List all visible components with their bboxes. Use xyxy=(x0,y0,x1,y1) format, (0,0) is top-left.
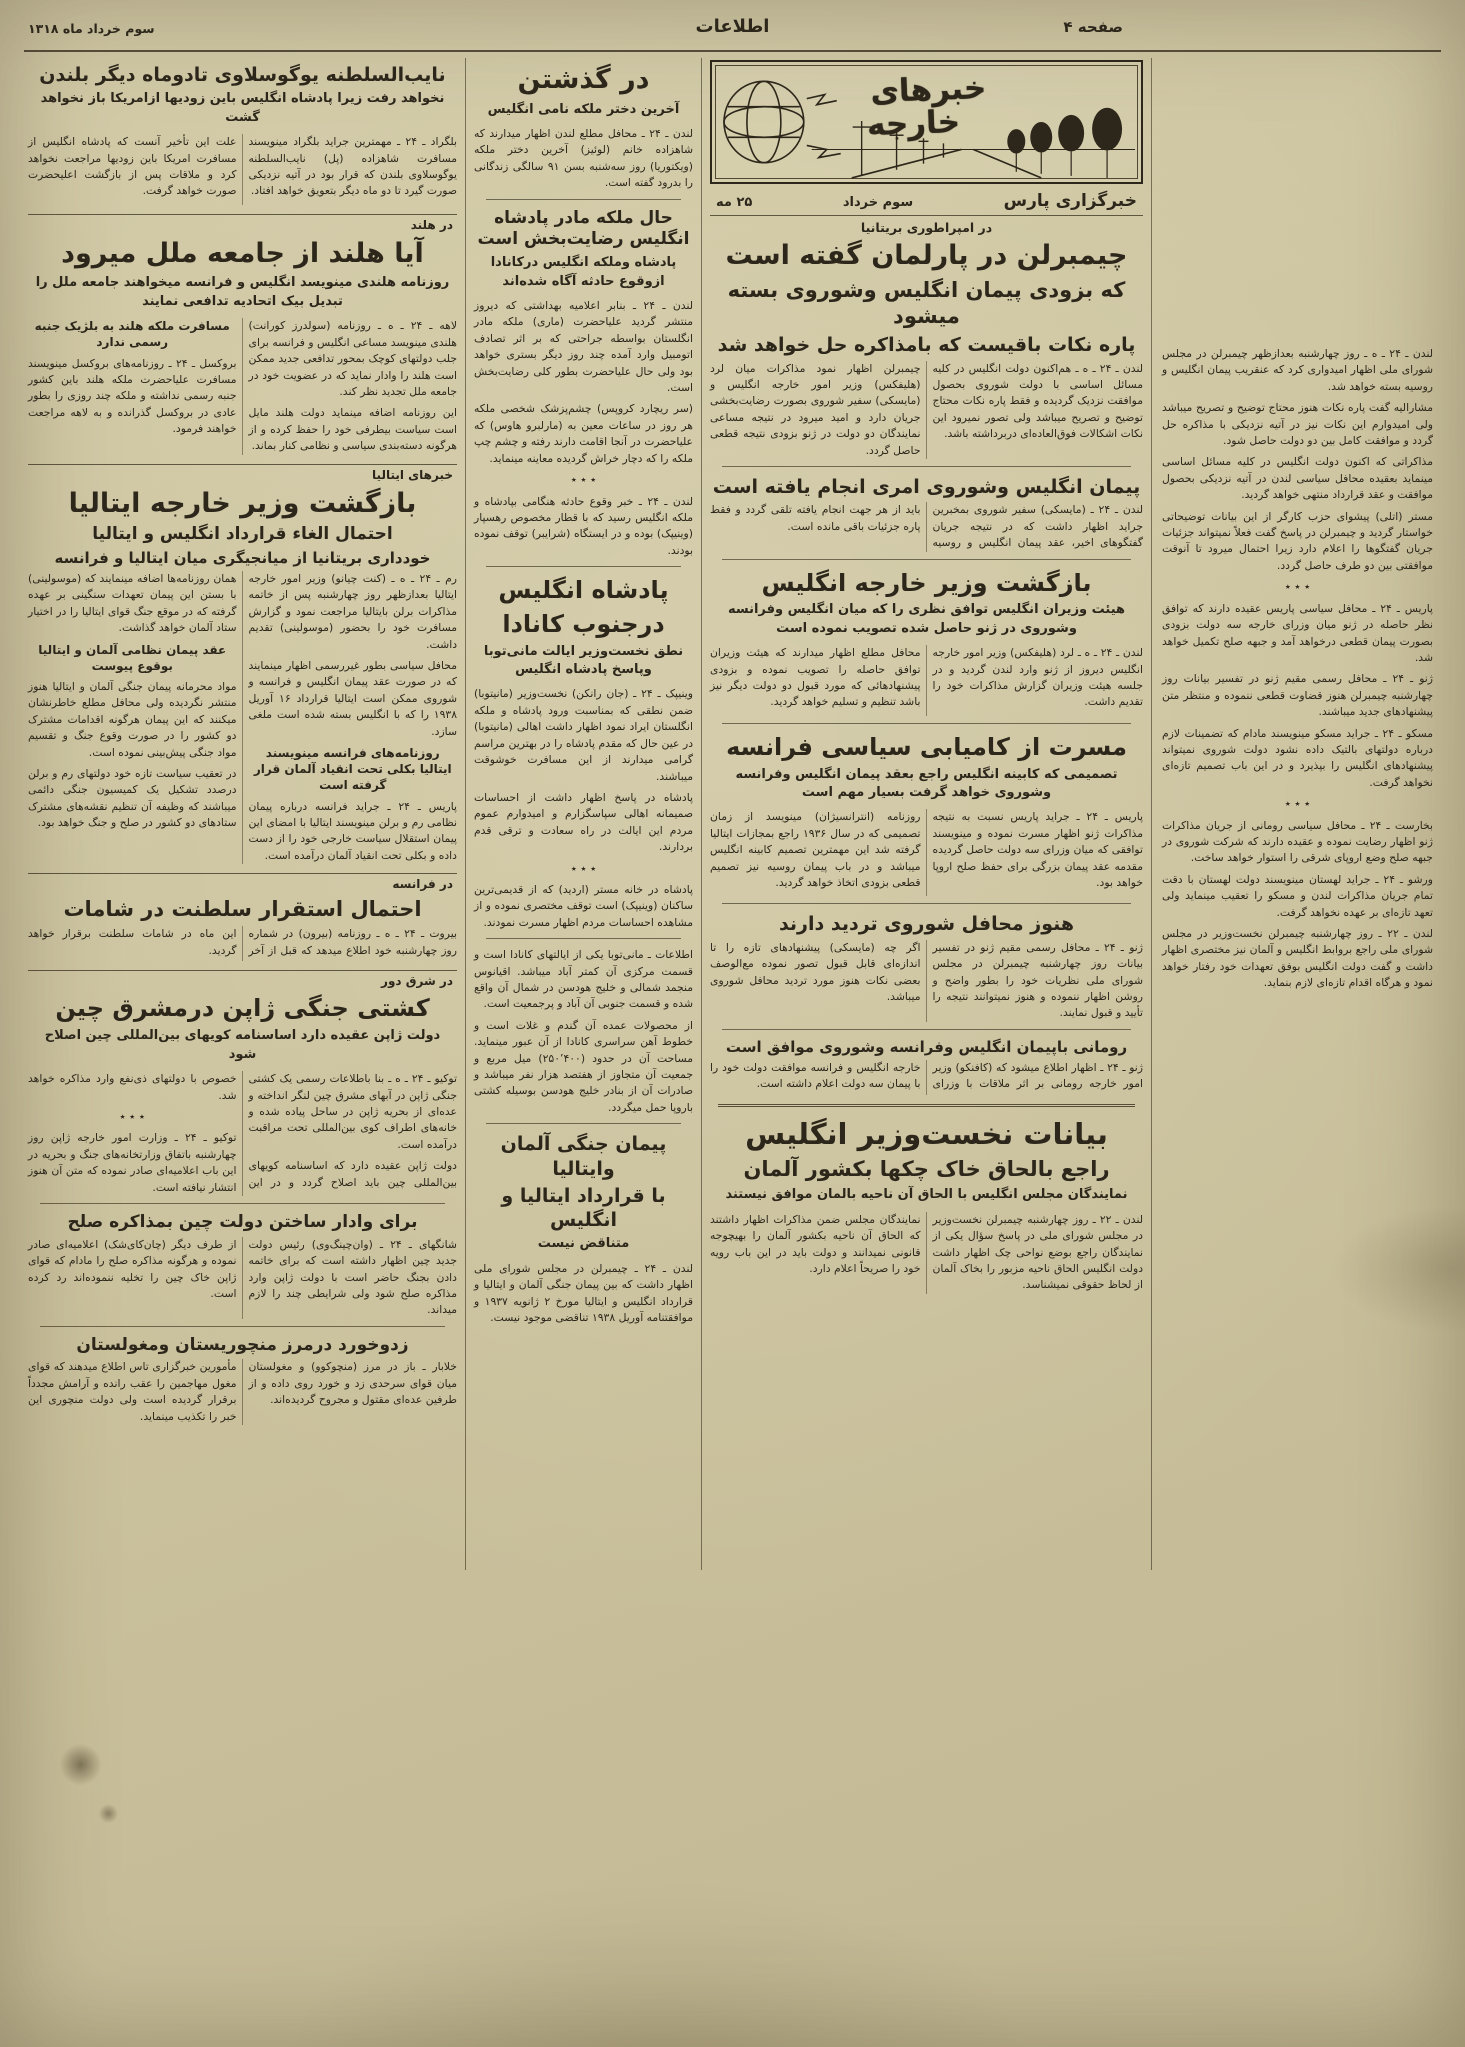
body-paragraph: خلابار ـ باز در مرز (منچوکوو) و مغولستان میان قوای سرحدی زد و خورد روی داده و از طرفین عده‌ای مقتول و مجروح گردیده‌اند. xyxy=(248,1360,457,1407)
headline: حال ملکه مادر پادشاه انگلیس رضایت‌بخش است xyxy=(477,207,690,250)
body-paragraph: اطلاعات ـ مانی‌توبا یکی از ایالتهای کانادا است و قسمت مرکزی آن کمتر آباد میباشد. اقیانوس منجمد شمالی و خلیج هودسن در شمال آن واقع شده و قسمت جنوبی آن آباد و پرجمعیت است. xyxy=(474,948,693,1011)
body-paragraph: پاریس ـ ۲۴ ـ جراید فرانسه درباره پیمان نظامی رم و برلن مینویسند ایتالیا با امضای این پیمان استقلال سیاست خارجی خود را از دست داده و بکلی تحت انقیاد آلمان درآمده است. xyxy=(248,799,457,862)
kicker: در امپراطوری بریتانیا xyxy=(860,220,993,235)
divider xyxy=(722,723,1131,724)
subheadline: تصمیمی که کابینه انگلیس راجع بعقد پیمان انگلیس وفرانسه وشوروی خواهد گرفت بسیار مهم است xyxy=(735,766,1118,800)
headline: آیا هلند از جامعه ملل میرود xyxy=(61,237,424,269)
article-body xyxy=(28,926,457,961)
body-paragraph: پادشاه در پاسخ اظهار داشت از احساسات صمیمانه اهالی سپاسگزارم و امیدوارم عموم مردم این ایالت در راه سعادت و ترقی قدم بردارند. xyxy=(474,790,693,854)
page-number: صفحه ۴ xyxy=(1063,18,1123,36)
masthead-title-line2: خارجه xyxy=(866,104,961,144)
article-info-note xyxy=(474,947,693,1116)
body-paragraph: لندن ـ ۲۴ ـ ه ـ روز چهارشنبه بعدازظهر چیمبرلن در مجلس شورای ملی اظهار امیدواری کرد که عنقریب پیمان انگلیس و روسیه بسته خواهد شد. xyxy=(1162,347,1433,393)
divider xyxy=(486,566,681,567)
article-body xyxy=(474,1261,693,1327)
article-romania xyxy=(710,1038,1143,1096)
body-paragraph: بروکسل ـ ۲۴ ـ روزنامه‌های بروکسل مینویسند مسافرت علیاحضرت ملکه هلند باین کشور جنبه رسمی نداشته و ملکه چند روزی را بطور عادی در بروکسل گذرانده و به لاهه مراجعت خواهند فرمود. xyxy=(28,356,237,436)
body-paragraph: ٭ ٭ ٭ xyxy=(1284,580,1311,594)
body-paragraph: لندن ـ ۲۲ ـ روز چهارشنبه چیمبرلن نخست‌وزیر در مجلس شورای ملی در پاسخ سؤال یکی از نمایندگان راجع بوضع نواحی چک اظهار داشت دولت انگلیس الحاق ناحیه مزبور را بخاک آلمان از لحاظ حقوقی نمیشناسد. xyxy=(932,1212,1144,1292)
article-body xyxy=(710,361,1143,459)
headline-line2: درجنوب کانادا xyxy=(502,609,665,638)
double-divider xyxy=(718,1104,1135,1107)
divider xyxy=(722,903,1131,904)
body-paragraph: دولت ژاپن عقیده دارد که اساسنامه کویهای بین‌المللی چین باید اصلاح گردد و در این خصوص با دولتهای ذی‌نفع وارد مذاکره خواهد شد. xyxy=(28,1072,457,1189)
article-fm-return xyxy=(710,568,1143,716)
headline-line2: با قرارداد ایتالیا و انگلیس xyxy=(501,1184,666,1232)
article-body xyxy=(710,1212,1143,1294)
headline: پیمان انگلیس وشوروی امری انجام یافته است xyxy=(712,476,1141,499)
article-king-canada xyxy=(474,575,693,931)
body-paragraph: (سر ریچارد کروپس) چشم‌پزشک شخصی ملکه هر روز در ساعات معین به (مارلبرو هاوس) که علیاحضرت در آنجا اقامت دارند رفته و چشم چپ ملکه را که دچار خراش گردیده معاینه مینماید. xyxy=(474,402,693,465)
body-paragraph: ورشو ـ ۲۴ ـ جراید لهستان مینویسند دولت لهستان با دقت تمام جریان مذاکرات لندن و مسکو را تعقیب مینماید ولی تعهد تازه‌ای بر عهده نخواهد گرفت. xyxy=(1162,872,1433,919)
article-chamberlain xyxy=(710,239,1143,459)
article-body xyxy=(710,940,1143,1022)
body-paragraph: بخارست ـ ۲۴ ـ محافل سیاسی رومانی از جریان مذاکرات ژنو اظهار رضایت نموده و عقیده دارند که شرکت شوروی در جبهه صلح وضع اروپای شرقی را استوار خواهد ساخت. xyxy=(1162,818,1433,865)
body-paragraph: همان روزنامه‌ها اضافه مینمایند که (موسولینی) با بستن این پیمان تعهدات سنگینی بر عهده گرفته که در موقع جنگ قوای ایتالیا را در اختیار ستاد آلمان خواهد گذاشت. xyxy=(28,572,237,635)
body-paragraph: بیروت ـ ۲۴ ـ ه ـ روزنامه (بیرون) در شماره روز چهارشنبه خود اطلاع میدهد که قبل از آخر این ماه در شامات سلطنت برقرار خواهد گردید. xyxy=(28,927,457,957)
body-paragraph: لندن ـ ۲۴ ـ ه ـ هم‌اکنون دولت انگلیس در کلیه مسائل اساسی با دولت شوروی بحصول موافقت نزدیک گردیده و فقط پاره نکات محتاج توضیح و تصریح میباشد ولی تصور نمیرود این نکات اشکالات فوق‌العاده‌ای دربرداشته باشد. xyxy=(932,361,1144,441)
article-body xyxy=(28,134,457,205)
headline: بازگشت وزیر خارجه انگلیس xyxy=(761,568,1092,597)
article-soviet-doubt xyxy=(710,912,1143,1021)
agency-name: خبرگزاری پارس xyxy=(1003,191,1137,211)
article-obituary xyxy=(474,63,693,192)
body-paragraph: رم ـ ۲۴ ـ ه ـ (کنت چیانو) وزیر امور خارجه ایتالیا بعدازظهر روز چهارشنبه پس از خاتمه مذاکرات برلن بایتالیا مراجعت نمود و گزارش مسافرت خود را بحضور (موسولینی) تقدیم داشت. xyxy=(248,572,457,651)
body-paragraph: ٭ ٭ ٭ xyxy=(570,473,597,487)
body-paragraph: مذاکراتی که اکنون دولت انگلیس در کلیه مسائل اساسی مینماید بعقیده محافل سیاسی لندن در آتیه نزدیکی بحصول موافقت و عقد قرارداد منتهی خواهد گردید. xyxy=(1162,455,1433,502)
article-body xyxy=(710,809,1143,896)
article-body xyxy=(710,502,1143,551)
body-paragraph: مواد محرمانه پیمان جنگی آلمان و ایتالیا هنوز منتشر نگردیده ولی محافل مطلع خاطرنشان میکنند که این پیمان هرگونه اقدامات مشترک دو کشور را در صورت وقوع جنگ و تقسیم مواد جنگی پیش‌بینی نموده است. xyxy=(28,680,237,759)
divider xyxy=(40,1203,445,1204)
section-label-holland: در هلند xyxy=(28,214,457,234)
divider xyxy=(486,1123,681,1124)
article-french-joy xyxy=(710,732,1143,897)
article-body xyxy=(28,1359,457,1425)
article-queen-mother xyxy=(474,208,693,560)
body-paragraph: پادشاه در خانه مستر (اردید) که از قدیمی‌ترین ساکنان (وینیپک) است توقف مختصری نموده و از مشاهده احساسات مردم اظهار مسرت نمودند. xyxy=(474,882,693,929)
headline: نایب‌السلطنه یوگوسلاوی تادوماه دیگر بلندن xyxy=(39,64,446,86)
body-paragraph: روزنامه (انترانسیژان) مینویسد از زمان تصمیمی که در سال ۱۹۳۶ راجع بمجازات ایتالیا گرفته شد این مهمترین تصمیم کابینه انگلیس میباشد و در باب پیمان روسیه نیز تصمیم قطعی بزودی اتخاذ خواهد گردید. xyxy=(710,810,921,890)
article-body xyxy=(474,126,693,192)
body-paragraph: ٭ ٭ ٭ xyxy=(570,861,597,875)
article-japan xyxy=(28,993,457,1195)
headline: احتمال استقرار سلطنت در شامات xyxy=(63,897,422,922)
body-paragraph: پاریس ـ ۲۴ ـ جراید پاریس نسبت به نتیجه مذاکرات ژنو اظهار مسرت نموده و مینویسند توافقی که میان وزرای سه دولت حاصل گردیده مقدمه عقد پیمان بزرگی برای حفظ صلح اروپا خواهد بود. xyxy=(932,810,1143,890)
article-body xyxy=(474,298,693,559)
pars-agency-line xyxy=(710,190,1143,216)
body-paragraph: ژنو ـ ۲۴ ـ محافل رسمی مقیم ژنو در تفسیر بیانات روز چهارشنبه چیمبرلن هنوز قضاوت قطعی ننموده و منتظر متن پیشنهادهای جدید میباشند. xyxy=(1162,672,1433,719)
article-treaty-note xyxy=(474,1132,693,1326)
body-paragraph: از محصولات عمده آن گندم و غلات است و خطوط آهن سراسری کانادا از آن عبور مینماید. مساحت آن در حدود (۲۵۰٬۴۰۰) میل مربع و جمعیت آن متجاوز از هفتصد هزار نفر میباشد و صادرات آن از بنادر خلیج هودسن بوسیله کشتی باروپا حمل میگردد. xyxy=(474,1018,693,1114)
article-syria xyxy=(28,896,457,961)
column-inner-right xyxy=(701,58,1151,1570)
subheadline: پادشاه وملکه انگلیس درکانادا ازوقوع حادثه آگاه شده‌اند xyxy=(490,255,677,289)
headline: بیانات نخست‌وزیر انگلیس xyxy=(745,1117,1108,1152)
section-label-france: در فرانسه xyxy=(28,873,457,893)
topbar xyxy=(24,16,1441,44)
body-paragraph: عقد پیمان نظامی آلمان و ایتالیا بوقوع پیوست xyxy=(38,642,227,673)
article-body xyxy=(1162,346,1433,992)
body-paragraph: ژنو ـ ۲۴ ـ محافل رسمی مقیم ژنو در تفسیر بیانات روز چهارشنبه چیمبرلن در مجلس شورای ملی نظریات خود را بطور واضح و روشن اظهار ننموده و هنوز نمیتوانند نتیجه را تأیید و قبول نمایند. xyxy=(932,940,1143,1020)
headline: کشتی جنگی ژاپن درمشرق چین xyxy=(55,994,430,1023)
agency-date-west: ۲۵ مه xyxy=(716,195,753,210)
headline: پیمان جنگی آلمان وایتالیا xyxy=(500,1133,667,1180)
body-paragraph: از طرف دیگر (چان‌کای‌شک) اعلامیه‌ای صادر نموده و هرگونه مذاکره صلح را مادام که قوای ژاپن خاک چین را تخلیه ننموده‌اند رد کرده است. xyxy=(28,1237,237,1300)
column-left xyxy=(22,58,465,1570)
subheadline: دولت ژاپن عقیده دارد اساسنامه کویهای بین‌المللی چین اصلاح شود xyxy=(44,1028,441,1062)
masthead-title xyxy=(823,70,1035,144)
headline: هنوز محافل شوروی تردید دارند xyxy=(778,913,1075,936)
body-paragraph: مسافرت ملکه هلند به بلژیک جنبه رسمی ندارد xyxy=(34,319,230,350)
body-paragraph: اگر چه (مایسکی) پیشنهادهای تازه را تا اندازه‌ای قابل قبول تصور نموده مع‌الوصف بعضی نکات هنوز مورد تردید محافل شوروی میباشد. xyxy=(710,940,921,1004)
subheadline-1: احتمال الغاء قرارداد انگلیس و ایتالیا xyxy=(92,524,393,545)
body-paragraph: لندن ـ ۲۴ ـ چیمبرلن در مجلس شورای ملی اظهار داشت که بین پیمان جنگی آلمان و ایتالیا و قرارداد انگلیس و ایتالیا مورخ ۲ ژانویه ۱۹۳۷ و موافقتنامه آوریل ۱۹۳۸ تناقضی موجود نیست. xyxy=(474,1261,693,1325)
globe-icon xyxy=(724,81,804,162)
foreign-news-masthead xyxy=(710,60,1143,184)
column-far-right xyxy=(1151,58,1443,1570)
subheadline: هیئت وزیران انگلیس توافق نظری را که میان انگلیس وفرانسه وشوروی در ژنو حاصل شده تصویب نموده است xyxy=(727,602,1126,636)
body-paragraph: شانگهای ـ ۲۴ ـ (وان‌چینگ‌وی) رئیس دولت جدید چین اظهار داشته است که برای خاتمه دادن بجنگ حاضر است با دولت ژاپن وارد مذاکره صلح شود ولی شرایطی چند را لازم میداند. xyxy=(248,1237,457,1317)
article-body xyxy=(474,686,693,931)
article-china-peace xyxy=(28,1212,457,1319)
body-paragraph: لندن ـ ۲۴ ـ بنابر اعلامیه بهداشتی که دیروز منتشر گردید علیاحضرت (ماری) ملکه مادر انگلستان بواسطه جراحتی که بر اثر تصادف اتومبیل وارد آمده چند روز دیگر بستری خواهد بود ولی حال علیاحضرت بطور کلی رضایت‌بخش است. xyxy=(474,299,693,395)
headline: در گذشتن xyxy=(517,64,650,95)
headline: رومانی باپیمان انگلیس وفرانسه وشوروی موافق است xyxy=(725,1037,1128,1056)
divider xyxy=(722,466,1131,467)
body-paragraph: علت این تأخیر آنست که پادشاه انگلیس از مسافرت امریکا باین زودیها مراجعت نخواهد کرد و ملاقات پس از بازگشت اعلیحضرت صورت خواهد گرفت. xyxy=(28,135,237,198)
article-body xyxy=(710,1060,1143,1095)
body-paragraph: محافل سیاسی بطور غیررسمی اظهار مینمایند که در صورت عقد پیمان انگلیس و فرانسه و شوروی ممکن است ایتالیا قرارداد ۱۶ آوریل ۱۹۳۸ را که با انگلیس بسته شده است ملغی سازد. xyxy=(248,659,457,738)
body-paragraph: نمایندگان مجلس ضمن مذاکرات اظهار داشتند که الحاق آن ناحیه بکشور آلمان را بهیچوجه قانونی نمیدانند و دولت باید در این باب رویه خود را صریحاً اعلام دارد. xyxy=(710,1212,921,1275)
subheadline: نخواهد رفت زیرا پادشاه انگلیس باین زودیها ازامریکا باز نخواهد گشت xyxy=(40,91,445,125)
body-paragraph: پاریس ـ ۲۴ ـ محافل سیاسی پاریس عقیده دارند که توافق نظر حاصله در ژنو میان وزرای خارجه سه دولت بزودی بصورت پیمان قطعی درخواهد آمد و جبهه صلح تکمیل خواهد شد. xyxy=(1162,601,1433,664)
header-rule xyxy=(24,50,1441,52)
article-holland xyxy=(28,237,457,455)
body-paragraph: توکیو ـ ۲۴ ـ وزارت امور خارجه ژاپن روز چهارشنبه باتفاق وزارتخانه‌های جنگ و بحریه در این باب اعلامیه‌ای صادر نموده که متن آن هنوز انتشار نیافته است. xyxy=(28,1131,237,1194)
body-paragraph: لندن ـ ۲۴ ـ محافل مطلع لندن اظهار میدارند که شاهزاده خانم (لوئیز) آخرین دختر ملکه (ویکتوریا) روز سه‌شنبه بسن ۹۱ سالگی زندگانی را بدرود گفته است. xyxy=(474,127,694,190)
body-paragraph: مأمورین خبرگزاری تاس اطلاع میدهند که قوای مغول مهاجمین را عقب رانده و آرامش مجدداً برقرار گردیده است ولی دولت منچوری این خبر را تکذیب مینماید. xyxy=(28,1360,237,1423)
body-paragraph: ٭ ٭ ٭ xyxy=(1284,797,1311,811)
body-paragraph: لندن ـ ۲۴ ـ ه ـ لرد (هلیفکس) وزیر امور خارجه انگلیس دیروز از ژنو وارد لندن گردید و در جلسه هیئت وزیران گزارش مذاکرات خود را تقدیم داشت. xyxy=(932,646,1143,709)
section-label-italy: خبرهای ایتالیا xyxy=(28,464,457,484)
body-paragraph: مسکو ـ ۲۴ ـ جراید مسکو مینویسند مادام که تضمینات لازم درباره دولتهای بالتیک داده نشود دولت شوروی نمیتواند پیشنهادهای انگلیس را بپذیرد و در این باب تصمیم تازه‌ای نخواهد گرفت. xyxy=(1162,726,1434,789)
headline: بازگشت وزیر خارجه ایتالیا xyxy=(68,487,417,519)
divider xyxy=(486,199,681,200)
body-paragraph: مستر (اتلی) پیشوای حزب کارگر از این بیانات توضیحاتی خواستار گردید و چیمبرلن در پاسخ گفت فعلاً نمیتواند جزئیات جریان گفتگوها را اعلام دارد زیرا احتمال میرود تا آنوقت موافقتی بین دو طرف حاصل گردد. xyxy=(1162,509,1433,572)
body-paragraph: بلگراد ـ ۲۴ ـ مهمترین جراید بلگراد مینویسند مسافرت شاهزاده (پل) نایب‌السلطنه یوگوسلاوی بلندن که قرار بود در آتیه نزدیکی صورت گیرد تا دو ماه دیگر بتعویق خواهد افتاد. xyxy=(248,135,457,198)
divider xyxy=(722,559,1131,560)
article-body xyxy=(28,318,457,454)
body-paragraph: توکیو ـ ۲۴ ـ ه ـ بنا باطلاعات رسمی یک کشتی جنگی ژاپن در آبهای مشرق چین لنگر انداخته و عده‌ای از بحریه ژاپن در ساحل پیاده شده و خانه‌های اطراف کوی بین‌المللی تحت مراقبت درآمده است. xyxy=(248,1072,457,1151)
subheadline: نمایندگان مجلس انگلیس با الحاق آن ناحیه بالمان موافق نیستند xyxy=(725,1187,1128,1203)
body-paragraph: لندن ـ ۲۲ ـ روز چهارشنبه چیمبرلن نخست‌وزیر در مجلس شورای ملی راجع بروابط انگلیس و آلمان نیز مختصری اظهار داشت و گفت دولت انگلیس بوفق تعهدات خود رفتار خواهد نمود و هرگاه اقدام تازه‌ای لازم بنماید. xyxy=(1162,927,1433,990)
masthead-title-line1: خبرهای xyxy=(869,70,987,111)
body-paragraph: روزنامه‌های فرانسه مینویسند ایتالیا بکلی تحت انقیاد آلمان قرار گرفته است xyxy=(253,746,452,793)
headline: پادشاه انگلیس xyxy=(498,576,669,605)
article-border-clash xyxy=(28,1335,457,1425)
body-paragraph: لندن ـ ۲۴ ـ (مایسکی) سفیر شوروی بمخبرین جراید اظهار داشت که در نتیجه جریان گفتگوهای اخیر، عقد پیمان انگلیس و روسیه باید از هر جهت انجام یافته تلقی گردد و فقط پاره جزئیات باقی مانده است. xyxy=(710,503,1143,550)
article-body xyxy=(710,645,1143,716)
headline-line2: راجع بالحاق خاک چکها بکشور آلمان xyxy=(743,1157,1110,1182)
headline: مسرت از کامیابی سیاسی فرانسه xyxy=(726,732,1127,761)
article-pm-speech xyxy=(710,1116,1143,1293)
headline-line3: پاره نکات باقیست که بامذاکره حل خواهد شد xyxy=(717,334,1136,357)
headline-line2: که بزودی پیمان انگلیس وشوروی بسته میشود xyxy=(727,277,1126,329)
article-italy xyxy=(28,487,457,865)
article-body xyxy=(28,1071,457,1196)
headline: زدوخورد درمرز منچوریستان ومغولستان xyxy=(76,1334,409,1355)
subheadline: آخرین دختر ملکه نامی انگلیس xyxy=(487,101,680,117)
subheadline: نطق نخست‌وزیر ایالت مانی‌توبا وپاسخ پادشاه انگلیس xyxy=(483,643,684,678)
divider xyxy=(722,1029,1131,1030)
article-body xyxy=(28,571,457,864)
divider xyxy=(40,1326,445,1327)
subheadline: متناقض نیست xyxy=(537,1236,630,1252)
body-paragraph: ژنو ـ ۲۴ ـ اظهار اطلاع میشود که (کافنکو) وزیر امور خارجه رومانی بر اثر ملاقات با وزرای خارجه انگلیس و فرانسه موافقت دولت خود را با پیمان سه دولت اعلام داشته است. xyxy=(710,1061,1143,1091)
body-paragraph: این روزنامه اضافه مینماید دولت هلند مایل است سیاست بیطرفی خود را حفظ کرده و از هرگونه دسته‌بندی سیاسی و نظامی کنار بماند. xyxy=(248,406,457,453)
body-paragraph: وینیپک ـ ۲۴ ـ (جان رانکن) نخست‌وزیر (مانیتوبا) ضمن نطقی که بمناسبت ورود پادشاه و ملکه انگلستان ایراد نمود اظهار داشت اهالی (مانیتوبا) در عین حال که مقدم پادشاه را در بهترین مراسم گرامی میدارند از این مسافرت خوشوقت میباشند. xyxy=(474,687,694,783)
article-pact-done xyxy=(710,475,1143,552)
column-middle xyxy=(465,58,701,1570)
headline: برای وادار ساختن دولت چین بمذاکره صلح xyxy=(67,1211,418,1232)
subheadline-2: خودداری بریتانیا از میانجیگری میان ایتالیا و فرانسه xyxy=(54,548,431,567)
issue-date: سوم خرداد ماه ۱۳۱۸ xyxy=(28,21,155,36)
body-paragraph: لندن ـ ۲۴ ـ خبر وقوع حادثه هنگامی بپادشاه و ملکه انگلیس رسید که با قطار مخصوص رهسپار (وینیپک) بوده و در ایستگاه (شرایبر) توقف نموده بودند. xyxy=(474,494,694,557)
body-paragraph: در تعقیب سیاست تازه خود دولتهای رم و برلن درصدد تشکیل یک کمیسیون جنگی دائمی میباشند که وظیفه آن تنظیم نقشه‌های مشترک ستادهای دو کشور در صلح و جنگ خواهد بود. xyxy=(28,767,237,830)
body-paragraph: مشارالیه گفت پاره نکات هنوز محتاج توضیح و تصریح میباشد ولی امیدوارم این نکات نیز در آتیه نزدیکی با مذاکره حل گردد و موافقت کامل بین دو دولت حاصل شود. xyxy=(1162,401,1433,448)
article-body xyxy=(474,947,693,1116)
body-paragraph: محافل مطلع اظهار میدارند که هیئت وزیران توافق حاصله را تصویب نموده و بزودی پیشنهادهائی که مورد قبول دو دولت دیگر نیز باشد تنظیم و تسلیم خواهد گردید. xyxy=(710,646,921,709)
divider xyxy=(486,938,681,939)
article-body xyxy=(28,1237,457,1319)
article-regent xyxy=(28,63,457,205)
agency-date-fa: سوم خرداد xyxy=(842,195,914,210)
page-content xyxy=(22,58,1443,1570)
section-label-far-east: در شرق دور xyxy=(28,970,457,990)
body-paragraph: لاهه ـ ۲۴ ـ ه ـ روزنامه (سولدرز کورانت) هلندی مینویسد مساعی انگلیس و فرانسه برای جلب دولتهای کوچک بمحور تدافعی جدید ممکن است هلند را وادار نماید که در عضویت خود در جامعه ملل تجدید نظر کند. xyxy=(248,319,458,398)
newspaper-title: اطلاعات xyxy=(695,16,770,37)
body-paragraph: ٭ ٭ ٭ xyxy=(119,1109,145,1123)
body-paragraph: چیمبرلن اظهار نمود مذاکرات میان لرد (هلیفکس) وزیر امور خارجه انگلیس و (مایسکی) سفیر شوروی بصورت رضایت‌بخشی جریان دارد و امید میرود در نتیجه مساعی نمایندگان دو دولت در ژنو بزودی نتیجه قطعی حاصل گردد. xyxy=(710,361,921,457)
subheadline: روزنامه هلندی مینویسد انگلیس و فرانسه میخواهند جامعه ملل را تبدیل بیک اتحادیه تدافعی نمایند xyxy=(35,275,450,309)
headline: چیمبرلن در پارلمان گفته است xyxy=(725,240,1128,271)
